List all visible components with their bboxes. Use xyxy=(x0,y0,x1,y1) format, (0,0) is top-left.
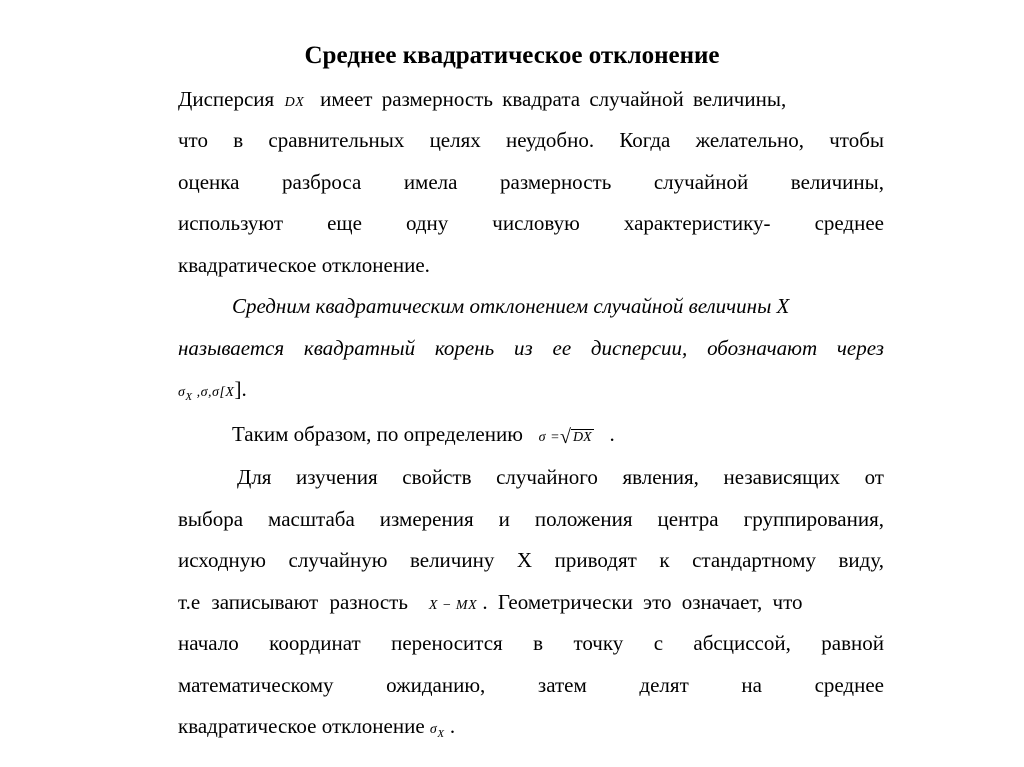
text-span: . Геометрически это означает, что xyxy=(482,590,803,614)
formula-var: X xyxy=(225,385,235,400)
page-title: Среднее квадратическое отклонение xyxy=(304,42,720,69)
paragraph-line: Для изучения свойств случайного явления, независящих от xyxy=(237,465,884,489)
formula-sigma: σ xyxy=(429,722,438,737)
text-span: имеет размерность квадрата случайной величины, xyxy=(320,87,787,111)
paragraph-line: квадратическое отклонение. xyxy=(178,253,430,277)
text-span: . xyxy=(609,422,615,446)
paragraph-line: что в сравнительных целях неудобно. Когда желательно, чтобы xyxy=(178,128,884,152)
formula-x-minus-mx: X − MX xyxy=(428,598,478,613)
paragraph-line: используют еще одну числовую характеристику- среднее xyxy=(178,211,884,235)
text-span: Дисперсия xyxy=(178,87,275,111)
paragraph-line xyxy=(178,587,884,617)
text-span: Таким образом, по определению xyxy=(232,422,523,446)
formula-subscript: X xyxy=(185,391,193,403)
paragraph-line: исходную случайную величину X приводят к стандартному виду, xyxy=(178,548,884,572)
text-span: квадратическое отклонение xyxy=(178,714,425,738)
definition-formula-line xyxy=(232,419,884,449)
formula-radicand: DX xyxy=(573,430,592,445)
formula-end: ]. xyxy=(234,377,247,401)
formula-subscript: X xyxy=(437,728,445,740)
paragraph-line xyxy=(178,711,884,741)
sigma-notation xyxy=(178,374,884,404)
formula-sigma: σ xyxy=(178,385,186,400)
sqrt-formula xyxy=(560,420,594,453)
paragraph-line: математическому ожиданию, затем делят на среднее xyxy=(178,673,884,697)
definition-line: называется квадратный корень из ее дисперсии, обозначают через xyxy=(178,336,884,360)
definition-line: Средним квадратическим отклонением случайной величины X xyxy=(232,294,790,318)
text-span: т.е записывают разность xyxy=(178,590,408,614)
paragraph-line xyxy=(178,84,884,114)
paragraph-line: выбора масштаба измерения и положения центра группирования, xyxy=(178,507,884,531)
paragraph-line: оценка разброса имела размерность случайной величины, xyxy=(178,170,884,194)
radical-sign: √ xyxy=(560,426,572,448)
text-span: . xyxy=(449,714,456,738)
formula-notation: ,σ,σ[ xyxy=(192,385,226,400)
paragraph-line: начало координат переносится в точку с абсциссой, равной xyxy=(178,631,884,655)
formula-dx: DX xyxy=(284,95,305,110)
formula-lhs: σ = xyxy=(538,430,561,445)
